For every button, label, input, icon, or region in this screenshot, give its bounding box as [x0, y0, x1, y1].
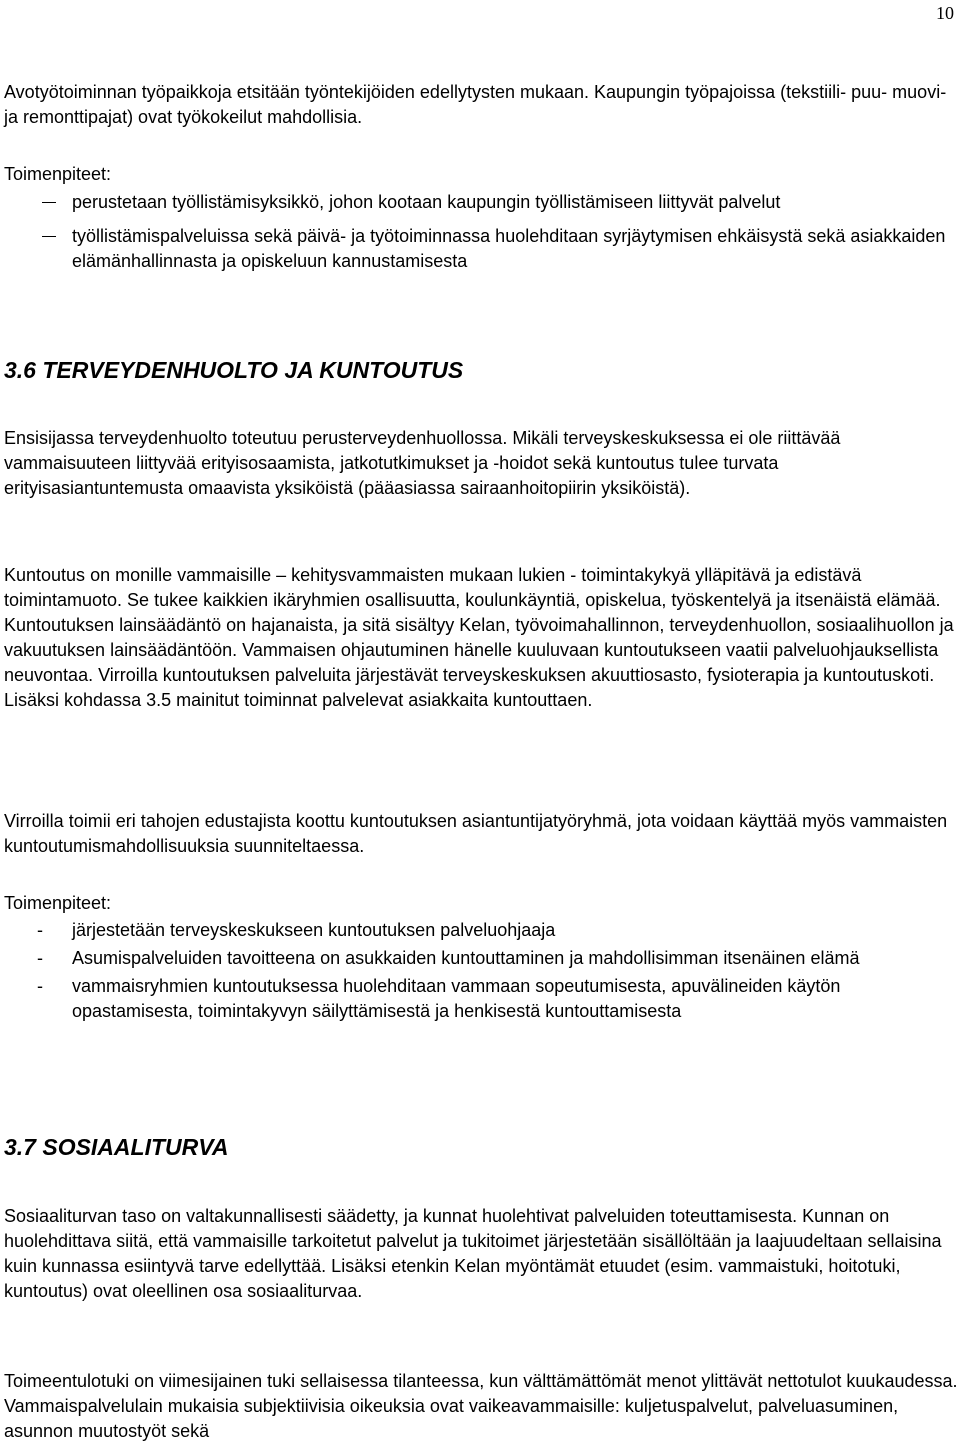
- list-item-text: työllistämispalveluissa sekä päivä- ja työtoiminnassa huolehditaan syrjäytymisen ehkäisystä sekä asiakkaiden elämänhallinnasta ja opiskeluun kannustamisesta: [72, 226, 946, 271]
- measures-list: [4, 190, 958, 274]
- paragraph: Virroilla toimii eri tahojen edustajista koottu kuntoutuksen asiantuntijatyöryhmä, jota voidaan käyttää myös vammaisten kuntoutumismahdollisuuksia suunniteltaessa.: [4, 811, 948, 856]
- paragraph: Sosiaaliturvan taso on valtakunnallisesti säädetty, ja kunnat huolehtivat palveluiden toteuttamisesta. Kunnan on huolehdittava siitä, että vammaisille tarkoitetut palvelut ja tukitoimet järjestetään sisällöltään ja laajuudeltaan sellaisina kuin kunnassa esiintyvä tarve edellyttää. Lisäksi etenkin Kelan myöntämät etuudet (esim. vammaistuki, hoitotuki, kuntoutus) ovat oleellinen osa sosiaaliturvaa.: [4, 1206, 942, 1301]
- dash-bullet-icon: -: [37, 976, 43, 996]
- list-item-text: järjestetään terveyskeskukseen kuntoutuksen palveluohjaaja: [72, 920, 556, 940]
- measures-list: [4, 918, 958, 1024]
- section-heading: 3.7 SOSIAALITURVA: [4, 1134, 229, 1160]
- paragraph: Toimeentulotuki on viimesijainen tuki sellaisessa tilanteessa, kun välttämättömät menot ylittävät nettotulot kuukaudessa. Vammaispalvelulain mukaisia subjektiivisia oikeuksia ovat vaikeavammaisille: kuljetuspalvelut, palveluasuminen, asunnon muutostyöt sekä: [4, 1371, 958, 1441]
- page-number: 10: [936, 3, 954, 23]
- section-heading: 3.6 TERVEYDENHUOLTO JA KUNTOUTUS: [4, 357, 464, 383]
- dash-bullet-icon: -: [37, 920, 43, 940]
- list-item: [4, 946, 958, 971]
- list-item: [4, 224, 958, 274]
- measures-label: Toimenpiteet:: [4, 893, 112, 913]
- list-item: [4, 974, 958, 1024]
- intro-paragraph: Avotyötoiminnan työpaikkoja etsitään työntekijöiden edellytysten mukaan. Kaupungin työpajoissa (tekstiili- puu- muovi- ja remonttipajat) ovat työkokeilut mahdollisia.: [4, 82, 947, 127]
- list-item-text: perustetaan työllistämisyksikkö, johon kootaan kaupungin työllistämiseen liittyvät palvelut: [72, 192, 781, 212]
- measures-label: Toimenpiteet:: [4, 164, 112, 184]
- list-item-text: vammaisryhmien kuntoutuksessa huolehditaan vammaan sopeutumisesta, apuvälineiden käytön opastamisesta, toimintakyvyn säilyttämisestä ja henkisestä kuntouttamisesta: [72, 976, 841, 1021]
- dash-bullet-icon: -: [37, 948, 43, 968]
- paragraph: Kuntoutus on monille vammaisille – kehitysvammaisten mukaan lukien - toimintakykyä ylläpitävä ja edistävä toimintamuoto. Se tukee kaikkien ikäryhmien osallisuutta, koulunkäyntiä, opiskelua, työskentelyä ja itsenäistä elämää. Kuntoutuksen lainsäädäntö on hajanaista, ja sitä sisältyy Kelan, työvoimahallinnon, terveydenhuollon, sosiaalihuollon ja vakuutuksen lainsäädäntöön. Vammaisen ohjautuminen hänelle kuuluvaan kuntoutukseen vaatii palveluohjauksellista neuvontaa. Virroilla kuntoutuksen palveluita järjestävät terveyskeskuksen akuuttiosasto, fysioterapia ja kuntoutuskoti. Lisäksi kohdassa 3.5 mainitut toiminnat palvelevat asiakkaita kuntouttaen.: [4, 565, 954, 710]
- list-item: [4, 190, 958, 215]
- paragraph: Ensisijassa terveydenhuolto toteutuu perusterveydenhuollossa. Mikäli terveyskeskuksessa ei ole riittävää vammaisuuteen liittyvää erityisosaamista, jatkotutkimukset ja -hoidot sekä kuntoutus tulee turvata erityisasiantuntemusta omaavista yksiköistä (pääasiassa sairaanhoitopiirin yksiköistä).: [4, 428, 841, 498]
- list-item: [4, 918, 958, 943]
- list-item-text: Asumispalveluiden tavoitteena on asukkaiden kuntouttaminen ja mahdollisimman itsenäinen elämä: [72, 948, 860, 968]
